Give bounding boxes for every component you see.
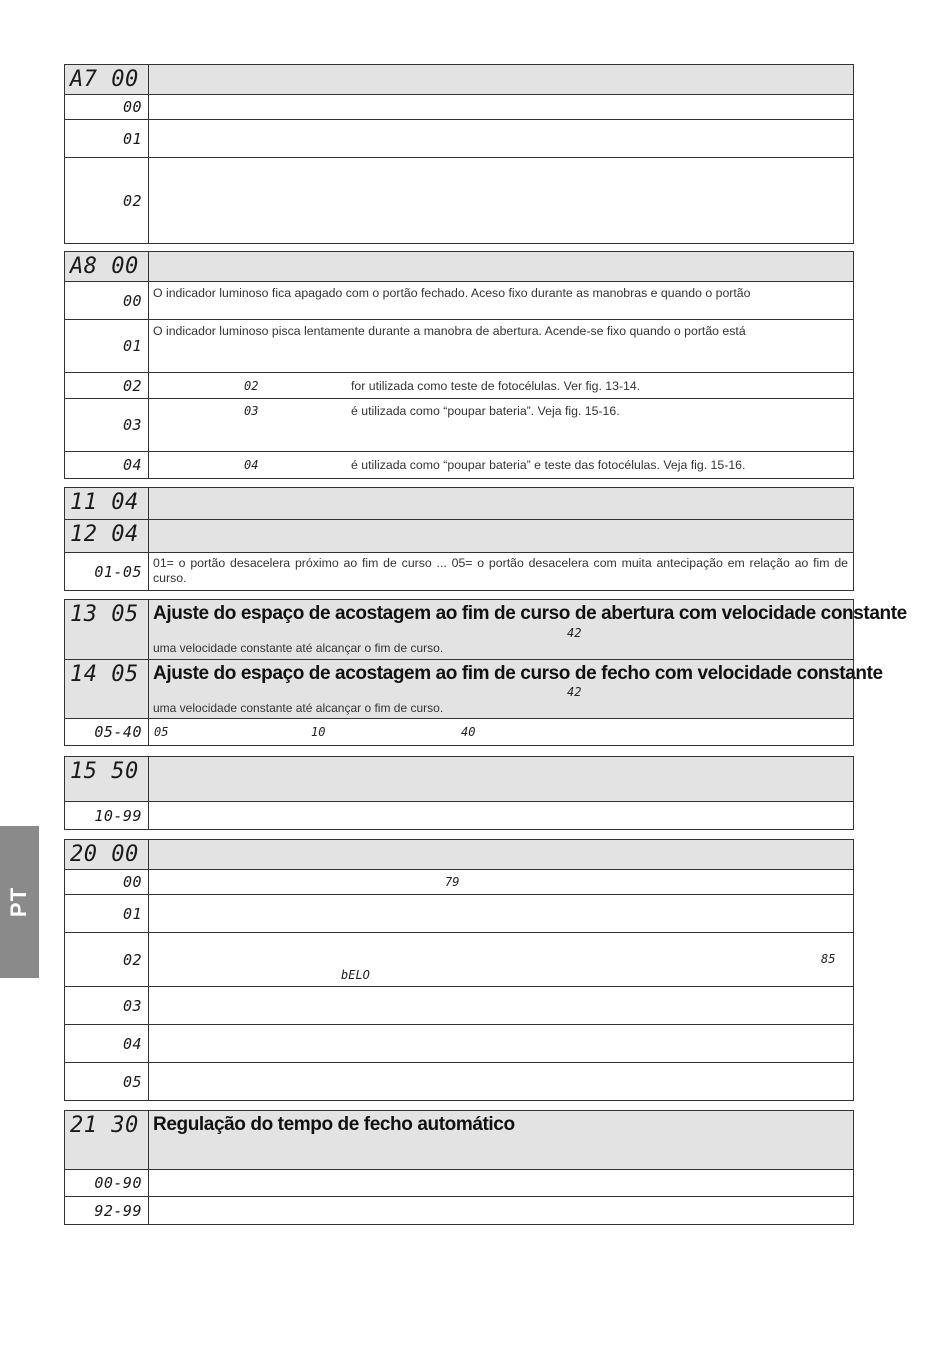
p13-14-code-a: 05 xyxy=(154,725,169,739)
a8-header-row xyxy=(64,251,854,282)
p12-header-row xyxy=(64,519,854,553)
a8-inline-code: 04 xyxy=(244,458,259,472)
p15-row-desc xyxy=(149,802,853,829)
a8-row-00 xyxy=(64,281,854,320)
language-tab-label: PT xyxy=(6,886,32,918)
p21-row-92-99 xyxy=(64,1196,854,1225)
p21-value: 92-99 xyxy=(94,1201,142,1220)
p20-title-cell xyxy=(149,840,853,869)
a8-row-03 xyxy=(64,398,854,452)
p21-row-00-90 xyxy=(64,1169,854,1197)
p20-value: 02 xyxy=(122,950,142,969)
a8-row-text: O indicador luminoso fica apagado com o portão fechado. Aceso fixo durante as manobras e quando o portão xyxy=(153,286,751,300)
a7-row-desc xyxy=(149,120,853,157)
a7-row-desc xyxy=(149,158,853,243)
p15-code: 15 50 xyxy=(70,759,139,784)
a7-header-row xyxy=(64,64,854,95)
p20-row-00 xyxy=(64,869,854,895)
a7-row-01 xyxy=(64,119,854,158)
p20-value: 00 xyxy=(122,873,142,891)
p14-subtext: uma velocidade constante até alcançar o fim de curso. xyxy=(153,701,444,715)
p13-code: 13 05 xyxy=(70,602,139,627)
p11-code: 11 04 xyxy=(70,490,139,515)
a8-value: 03 xyxy=(122,416,142,434)
a7-value: 00 xyxy=(122,98,142,116)
a7-value: 01 xyxy=(122,129,142,148)
a8-value: 02 xyxy=(122,376,142,395)
p20-value: 01 xyxy=(122,904,142,923)
p12-title-cell xyxy=(149,520,853,552)
a8-row-02 xyxy=(64,372,854,399)
a7-title-cell xyxy=(149,65,853,94)
a8-inline-code: 02 xyxy=(244,379,259,393)
a7-row-02 xyxy=(64,157,854,244)
p20-row-01 xyxy=(64,894,854,933)
p20-row-desc xyxy=(149,895,853,932)
p11-12-text: 01= o portão desacelera próximo ao fim de curso ... 05= o portão desacelera com muita antecipação em relação ao fim de curso. xyxy=(153,556,848,585)
p21-code: 21 30 xyxy=(70,1113,139,1138)
p20-row-04 xyxy=(64,1024,854,1063)
a8-row-text: for utilizada como teste de fotocélulas. Ver fig. 13-14. xyxy=(351,379,641,393)
language-tab xyxy=(0,826,39,978)
p14-title: Ajuste do espaço de acostagem ao fim de curso de fecho com velocidade constante xyxy=(153,663,883,684)
p11-12-value: 01-05 xyxy=(94,562,142,581)
p21-title: Regulação do tempo de fecho automático xyxy=(153,1114,515,1135)
p20-value: 04 xyxy=(122,1034,142,1053)
a8-value: 00 xyxy=(122,291,142,310)
p13-14-value: 05-40 xyxy=(94,723,142,741)
p21-row-desc xyxy=(149,1170,853,1196)
p20-inline-code-a: 85 xyxy=(821,952,836,966)
p14-code: 14 05 xyxy=(70,662,139,687)
a8-title-cell xyxy=(149,252,853,281)
p13-inline-code: 42 xyxy=(567,626,582,640)
a8-value: 04 xyxy=(122,456,142,474)
a8-row-text: é utilizada como “poupar bateria” e teste das fotocélulas. Veja fig. 15-16. xyxy=(351,458,746,472)
p21-row-desc xyxy=(149,1197,853,1224)
p13-title: Ajuste do espaço de acostagem ao fim de curso de abertura com velocidade constante xyxy=(153,603,907,624)
p15-value: 10-99 xyxy=(94,806,142,825)
p13-14-row xyxy=(64,718,854,746)
p20-row-02 xyxy=(64,932,854,987)
p13-header-row xyxy=(64,599,907,660)
p20-inline-code-b: bELO xyxy=(341,968,370,982)
p20-value: 05 xyxy=(122,1072,142,1091)
p20-header-row xyxy=(64,839,854,870)
p14-inline-code: 42 xyxy=(567,685,582,699)
p20-row-desc xyxy=(149,1063,853,1100)
p20-row-03 xyxy=(64,986,854,1025)
a8-row-text: é utilizada como “poupar bateria”. Veja fig. 15-16. xyxy=(351,404,620,418)
a8-row-04 xyxy=(64,451,854,479)
a7-value: 02 xyxy=(122,191,142,210)
p12-code: 12 04 xyxy=(70,522,139,547)
p20-row-desc xyxy=(149,987,853,1024)
a8-value: 01 xyxy=(122,337,142,355)
p20-row-05 xyxy=(64,1062,854,1101)
p20-inline-code: 79 xyxy=(445,875,460,889)
p13-subtext: uma velocidade constante até alcançar o fim de curso. xyxy=(153,641,444,655)
p13-14-code-b: 10 xyxy=(311,725,326,739)
p15-header-row xyxy=(64,756,854,802)
p20-value: 03 xyxy=(122,996,142,1015)
p21-header-row xyxy=(64,1110,854,1170)
p15-row xyxy=(64,801,854,830)
a8-row-text: O indicador luminoso pisca lentamente durante a manobra de abertura. Acende-se fixo quando o portão está xyxy=(153,324,746,338)
p20-row-desc xyxy=(149,1025,853,1062)
a8-code: A8 00 xyxy=(70,254,139,279)
a7-code: A7 00 xyxy=(70,67,139,92)
p13-14-code-c: 40 xyxy=(461,725,476,739)
p14-header-row xyxy=(64,659,883,719)
p11-title-cell xyxy=(149,488,853,519)
a7-row-desc xyxy=(149,95,853,119)
p15-title-cell xyxy=(149,757,853,801)
a8-row-01 xyxy=(64,319,854,373)
a8-inline-code: 03 xyxy=(244,404,259,418)
p21-value: 00-90 xyxy=(94,1174,142,1192)
p11-header-row xyxy=(64,487,854,520)
a7-row-00 xyxy=(64,94,854,120)
p20-code: 20 00 xyxy=(70,842,139,867)
p11-12-row xyxy=(64,552,854,591)
